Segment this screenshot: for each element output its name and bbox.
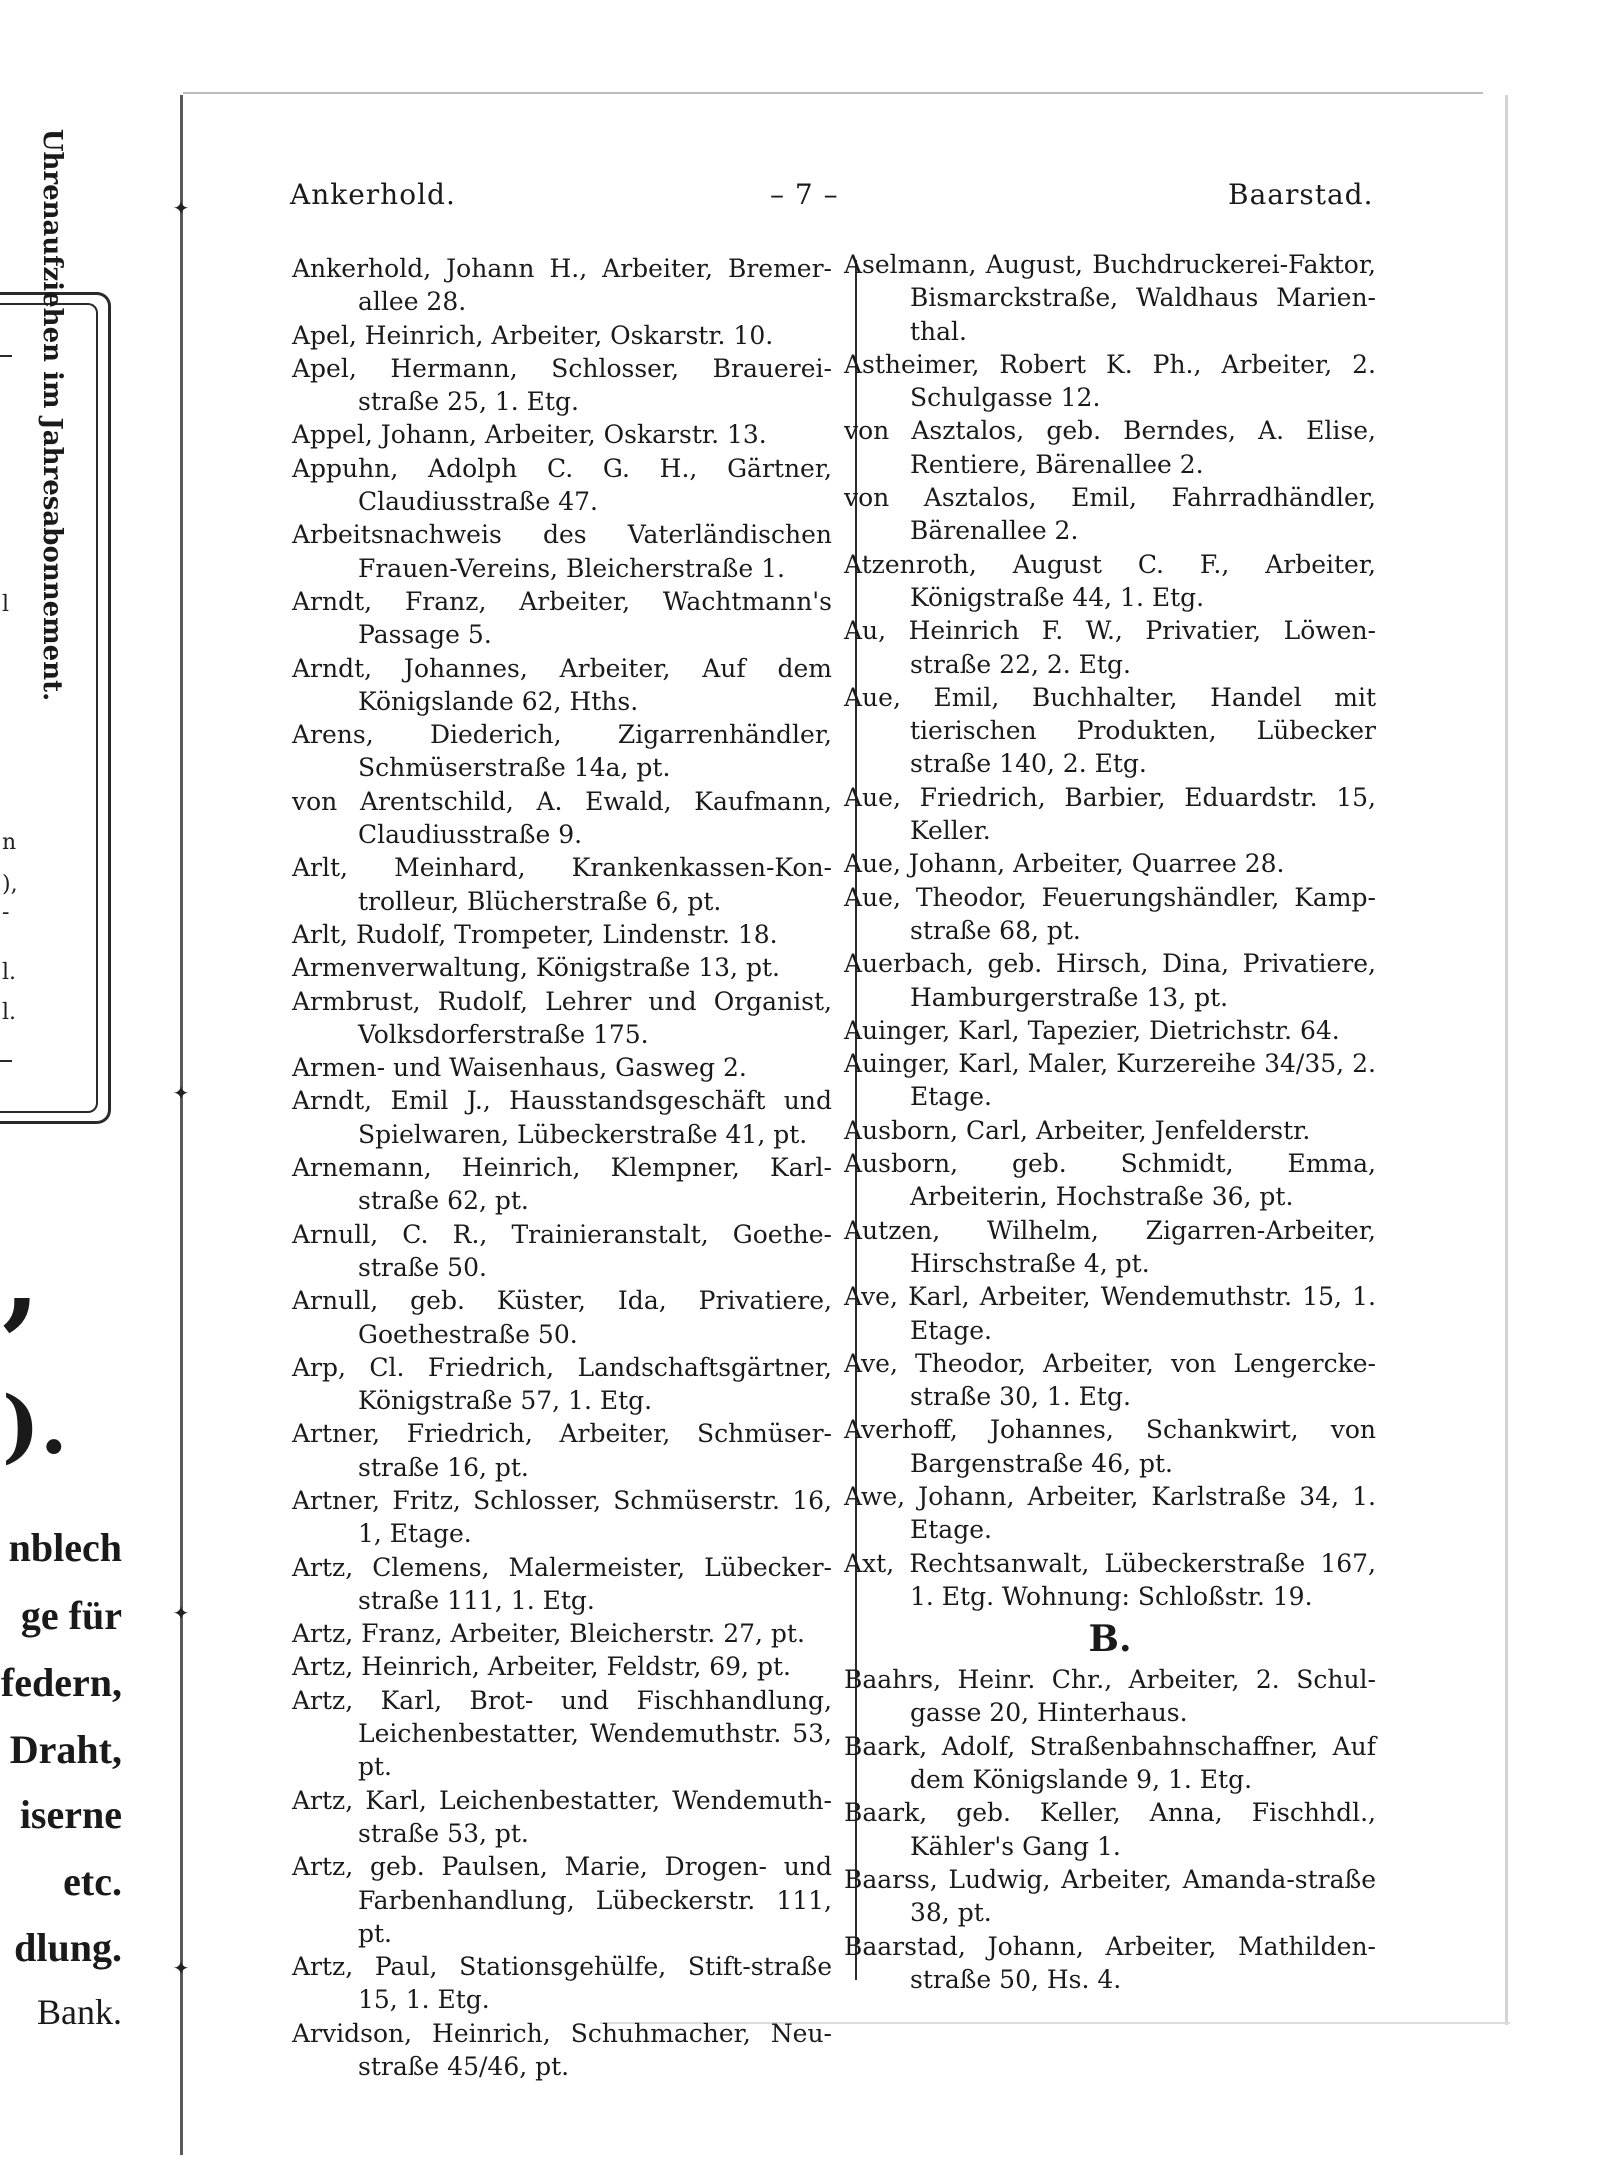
directory-entry: Arp, Cl. Friedrich, Landschaftsgärtner, Königstraße 57, 1. Etg. — [292, 1352, 832, 1416]
directory-column-right — [844, 248, 1376, 1996]
ad-line: Draht, — [9, 1727, 122, 1772]
directory-entry: Arndt, Franz, Arbeiter, Wachtmann's Passage 5. — [292, 586, 832, 650]
directory-entry: Appel, Johann, Arbeiter, Oskarstr. 13. — [292, 420, 767, 450]
large-comma-glyph: , — [2, 1212, 41, 1341]
directory-entry: Arlt, Rudolf, Trompeter, Lindenstr. 18. — [292, 919, 778, 949]
directory-entry: Ave, Theodor, Arbeiter, von Lengercke-straße 30, 1. Etg. — [844, 1348, 1376, 1412]
directory-entry: Appuhn, Adolph C. G. H., Gärtner, Claudiusstraße 47. — [292, 453, 832, 517]
directory-entry: Auinger, Karl, Maler, Kurzereihe 34/35, 2. Etage. — [844, 1049, 1376, 1112]
running-head-left: Ankerhold. — [290, 178, 456, 211]
directory-entry: Artz, Heinrich, Arbeiter, Feldstr, 69, pt. — [292, 1652, 791, 1682]
directory-entry: Averhoff, Johannes, Schankwirt, von Bargenstraße 46, pt. — [844, 1415, 1376, 1478]
directory-entry: Aselmann, August, Buchdruckerei-Faktor, Bismarckstraße, Waldhaus Marien-thal. — [844, 250, 1376, 346]
ad-line: iserne — [19, 1792, 122, 1837]
directory-entry: Apel, Hermann, Schlosser, Brauerei-straße 25, 1. Etg. — [292, 353, 832, 417]
directory-entry: Baarstad, Johann, Arbeiter, Mathilden-straße 50, Hs. 4. — [844, 1931, 1376, 1994]
entries-b-section — [844, 1663, 1376, 1996]
directory-entry: Aue, Johann, Arbeiter, Quarree 28. — [844, 849, 1285, 879]
directory-entry: Atzenroth, August C. F., Arbeiter, Königstraße 44, 1. Etg. — [844, 549, 1376, 612]
directory-entry: von Asztalos, geb. Berndes, A. Elise, Rentiere, Bärenallee 2. — [844, 416, 1376, 479]
ad-line: nblech — [8, 1525, 122, 1570]
directory-entry: Ausborn, geb. Schmidt, Emma, Arbeiterin, Hochstraße 36, pt. — [844, 1149, 1376, 1212]
directory-entry: Artz, Paul, Stationsgehülfe, Stift-straße 15, 1. Etg. — [292, 1952, 832, 2015]
directory-column-left — [292, 252, 832, 2083]
page-top-edge — [183, 92, 1483, 94]
directory-entry: Baarss, Ludwig, Arbeiter, Amanda-straße 38, pt. — [844, 1864, 1376, 1928]
running-head-right: Baarstad. — [1228, 178, 1374, 211]
directory-entry: Axt, Rechtsanwalt, Lübeckerstraße 167, 1. Etg. Wohnung: Schloßstr. 19. — [844, 1548, 1376, 1611]
directory-entry: Autzen, Wilhelm, Zigarren-Arbeiter, Hirschstraße 4, pt. — [844, 1215, 1376, 1278]
directory-entry: Arnull, C. R., Trainieranstalt, Goethe-straße 50. — [292, 1219, 832, 1282]
directory-entry: Artz, Karl, Brot- und Fischhandlung, Leichenbestatter, Wendemuthstr. 53, pt. — [292, 1685, 832, 1782]
section-letter-heading: B. — [1088, 1618, 1132, 1661]
ad-frame-rule — [0, 355, 12, 357]
directory-entry: Astheimer, Robert K. Ph., Arbeiter, 2. Schulgasse 12. — [844, 349, 1376, 413]
large-paren-glyph: ). — [2, 1378, 68, 1472]
ad-frame-rule — [0, 1060, 12, 1062]
directory-entry: Baark, Adolf, Straßenbahnschaffner, Auf dem Königslande 9, 1. Etg. — [844, 1731, 1376, 1795]
edge-fragment-char: - — [2, 900, 10, 925]
directory-entry: Artner, Friedrich, Arbeiter, Schmüser-straße 16, pt. — [292, 1419, 832, 1482]
entries-a-section — [844, 248, 1376, 1613]
directory-entry: Aue, Friedrich, Barbier, Eduardstr. 15, Keller. — [844, 782, 1376, 846]
directory-entry: Artz, geb. Paulsen, Marie, Drogen- und Farbenhandlung, Lübeckerstr. 111, pt. — [292, 1852, 832, 1948]
binding-gutter-line — [180, 95, 183, 2155]
directory-entry: Arndt, Johannes, Arbeiter, Auf dem Königslande 62, Hths. — [292, 653, 832, 716]
edge-fragment-char: l. — [2, 1000, 17, 1025]
binding-stitch-mark: ✦ — [172, 196, 190, 220]
directory-entry: Armenverwaltung, Königstraße 13, pt. — [292, 953, 780, 983]
directory-entry: Armbrust, Rudolf, Lehrer und Organist, Volksdorferstraße 175. — [292, 986, 832, 1049]
binding-stitch-mark: ✦ — [172, 1956, 190, 1980]
directory-entry: Baahrs, Heinr. Chr., Arbeiter, 2. Schul-gasse 20, Hinterhaus. — [844, 1665, 1376, 1728]
binding-stitch-mark: ✦ — [172, 1601, 190, 1625]
ad-line: etc. — [63, 1859, 122, 1904]
page-right-edge — [1505, 95, 1508, 2025]
directory-entry: Arnull, geb. Küster, Ida, Privatiere, Goethestraße 50. — [292, 1286, 832, 1349]
page-number: – 7 – — [770, 178, 839, 211]
directory-entry: Artz, Karl, Leichenbestatter, Wendemuth-straße 53, pt. — [292, 1785, 832, 1848]
directory-entry: Arndt, Emil J., Hausstandsgeschäft und Spielwaren, Lübeckerstraße 41, pt. — [292, 1086, 832, 1149]
directory-entry: Artz, Franz, Arbeiter, Bleicherstr. 27, pt. — [292, 1619, 805, 1649]
directory-entry: Arlt, Meinhard, Krankenkassen-Kon-trolleur, Blücherstraße 6, pt. — [292, 853, 832, 916]
ad-line: Bank. — [37, 1992, 122, 2032]
directory-entry: Armen- und Waisenhaus, Gasweg 2. — [292, 1053, 747, 1083]
directory-entry: Artz, Clemens, Malermeister, Lübecker-straße 111, 1. Etg. — [292, 1552, 832, 1615]
directory-entry: Auinger, Karl, Tapezier, Dietrichstr. 64. — [844, 1015, 1340, 1045]
ad-line: dlung. — [14, 1925, 122, 1970]
edge-fragment-char: ), — [2, 872, 18, 897]
ad-line: ge für — [20, 1593, 122, 1638]
directory-entry: Ankerhold, Johann H., Arbeiter, Bremer-allee 28. — [292, 254, 832, 317]
directory-entry: Aue, Theodor, Feuerungshändler, Kamp-straße 68, pt. — [844, 882, 1376, 945]
directory-entry: Baark, geb. Keller, Anna, Fischhdl., Kähler's Gang 1. — [844, 1798, 1376, 1861]
vertical-ad-text: Uhrenaufziehen im Jahresabonnement. — [37, 128, 67, 702]
directory-entry: Ausborn, Carl, Arbeiter, Jenfelderstr. — [844, 1115, 1311, 1145]
directory-entry: Artner, Fritz, Schlosser, Schmüserstr. 16, 1, Etage. — [292, 1485, 832, 1549]
directory-entry: Awe, Johann, Arbeiter, Karlstraße 34, 1. Etage. — [844, 1481, 1376, 1545]
binding-stitch-mark: ✦ — [172, 1081, 190, 1105]
directory-entry: Arens, Diederich, Zigarrenhändler, Schmüserstraße 14a, pt. — [292, 720, 832, 783]
edge-fragment-char: l — [2, 592, 10, 617]
directory-entry: von Arentschild, A. Ewald, Kaufmann, Claudiusstraße 9. — [292, 786, 832, 850]
directory-entry: Aue, Emil, Buchhalter, Handel mit tierischen Produkten, Lübecker straße 140, 2. Etg. — [844, 682, 1376, 779]
directory-entry: Apel, Heinrich, Arbeiter, Oskarstr. 10. — [292, 320, 774, 350]
edge-fragment-char: n — [2, 830, 17, 855]
directory-entry: Ave, Karl, Arbeiter, Wendemuthstr. 15, 1. Etage. — [844, 1282, 1376, 1345]
directory-entry: von Asztalos, Emil, Fahrradhändler, Bärenallee 2. — [844, 483, 1376, 546]
directory-entry: Arnemann, Heinrich, Klempner, Karl-straße 62, pt. — [292, 1153, 832, 1216]
ad-line: federn, — [0, 1660, 122, 1705]
edge-fragment-char: l. — [2, 960, 17, 985]
directory-entry: Au, Heinrich F. W., Privatier, Löwen-straße 22, 2. Etg. — [844, 616, 1376, 679]
directory-entry: Arvidson, Heinrich, Schuhmacher, Neu-straße 45/46, pt. — [292, 2018, 832, 2082]
directory-entry: Auerbach, geb. Hirsch, Dina, Privatiere, Hamburgerstraße 13, pt. — [844, 949, 1376, 1012]
directory-entry: Arbeitsnachweis des Vaterländischen Frauen-Vereins, Bleicherstraße 1. — [292, 520, 832, 583]
